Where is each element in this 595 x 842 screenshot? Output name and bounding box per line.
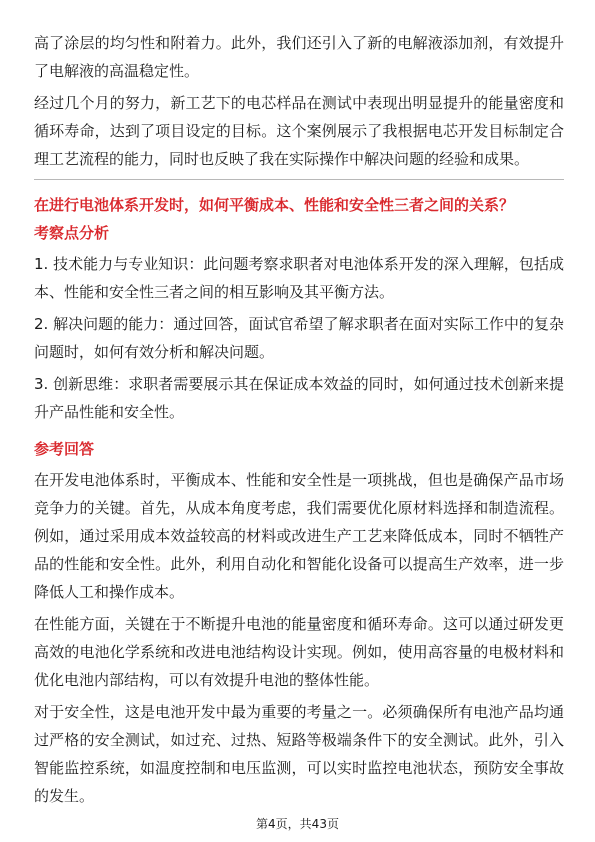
intro-paragraph-2: 经过几个月的努力，新工艺下的电芯样品在测试中表现出明显提升的能量密度和循环寿命，达到了项目设定的目标。这个案例展示了我根据电芯开发目标制定合理工艺流程的能力，同时也反映了我在实际操作中解决问题的经验和成果。: [34, 94, 564, 168]
question-title: 在进行电池体系开发时，如何平衡成本、性能和安全性三者之间的关系？: [34, 196, 515, 214]
intro-paragraph-1: 高了涂层的均匀性和附着力。此外，我们还引入了新的电解液添加剂，有效提升了电解液的高温稳定性。: [34, 34, 564, 80]
answer-paragraph-performance: 在性能方面，关键在于不断提升电池的能量密度和循环寿命。这可以通过研发更高效的电池化学系统和改进电池结构设计实现。例如，使用高容量的电极材料和优化电池内部结构，可以有效提升电池的整体性能。: [34, 615, 564, 689]
analysis-item: 1. 技术能力与专业知识：此问题考察求职者对电池体系开发的深入理解，包括成本、性能和安全性三者之间的相互影响及其平衡方法。: [34, 255, 564, 301]
answer-paragraph-safety: 对于安全性，这是电池开发中最为重要的考量之一。必须确保所有电池产品均通过严格的安全测试，如过充、过热、短路等极端条件下的安全测试。此外，引入智能监控系统，如温度控制和电压监测，可以实时监控电池状态，预防安全事故的发生。: [34, 703, 564, 805]
analysis-item: 2. 解决问题的能力：通过回答，面试官希望了解求职者在面对实际工作中的复杂问题时，如何有效分析和解决问题。: [34, 315, 564, 361]
page-number: 第4页，共43页: [256, 817, 339, 831]
document-page: [34, 29, 564, 814]
analysis-item: 3. 创新思维：求职者需要展示其在保证成本效益的同时，如何通过技术创新来提升产品性能和安全性。: [34, 375, 564, 421]
answer-heading: 参考回答: [34, 440, 95, 458]
section-divider: [34, 179, 564, 180]
analysis-list: [34, 250, 564, 426]
answer-paragraph-cost: 在开发电池体系时，平衡成本、性能和安全性是一项挑战，但也是确保产品市场竞争力的关键。首先，从成本角度考虑，我们需要优化原材料选择和制造流程。例如，通过采用成本效益较高的材料或改进生产工艺来降低成本，同时不牺牲产品的性能和安全性。此外，利用自动化和智能化设备可以提高生产效率，进一步降低人工和操作成本。: [34, 471, 564, 601]
analysis-heading: 考察点分析: [34, 224, 110, 242]
